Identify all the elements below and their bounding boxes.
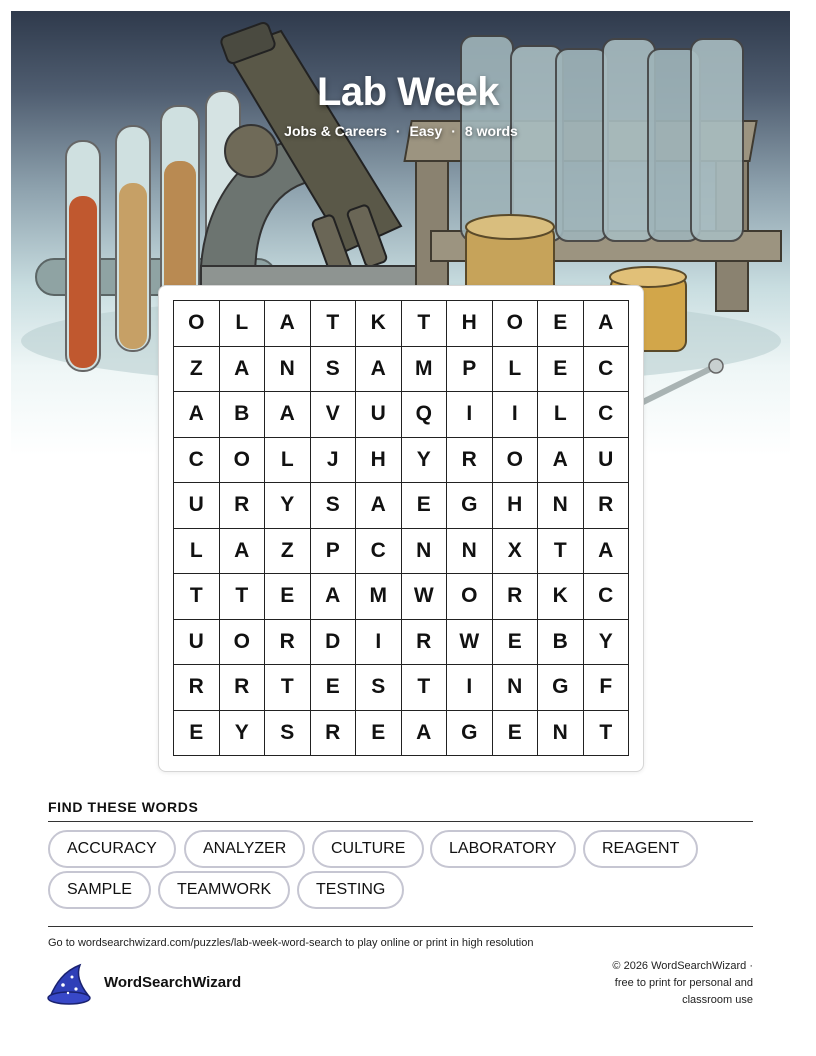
- grid-cell[interactable]: S: [356, 665, 402, 711]
- grid-cell[interactable]: A: [584, 301, 630, 347]
- grid-cell[interactable]: R: [220, 483, 266, 529]
- puzzle-card: [158, 285, 644, 772]
- page-title: Lab Week: [317, 70, 499, 114]
- grid-cell[interactable]: E: [493, 620, 539, 666]
- grid-cell[interactable]: T: [311, 301, 357, 347]
- grid-cell[interactable]: C: [174, 438, 220, 484]
- grid-cell[interactable]: S: [311, 483, 357, 529]
- grid-cell[interactable]: E: [265, 574, 311, 620]
- grid-cell[interactable]: O: [174, 301, 220, 347]
- grid-cell[interactable]: I: [447, 665, 493, 711]
- grid-cell[interactable]: O: [220, 438, 266, 484]
- grid-cell[interactable]: U: [584, 438, 630, 484]
- grid-cell[interactable]: Y: [584, 620, 630, 666]
- grid-cell[interactable]: E: [493, 711, 539, 757]
- grid-cell[interactable]: H: [356, 438, 402, 484]
- grid-cell[interactable]: Y: [402, 438, 448, 484]
- grid-cell[interactable]: T: [402, 665, 448, 711]
- grid-cell[interactable]: S: [265, 711, 311, 757]
- grid-cell[interactable]: L: [220, 301, 266, 347]
- grid-cell[interactable]: A: [538, 438, 584, 484]
- grid-cell[interactable]: T: [402, 301, 448, 347]
- grid-cell[interactable]: T: [538, 529, 584, 575]
- grid-cell[interactable]: A: [356, 347, 402, 393]
- grid-cell[interactable]: E: [538, 347, 584, 393]
- copyright-line: © 2026 WordSearchWizard ·: [612, 960, 753, 972]
- word-chip: TEAMWORK: [158, 871, 290, 909]
- grid-cell[interactable]: T: [584, 711, 630, 757]
- grid-cell[interactable]: W: [402, 574, 448, 620]
- grid-cell[interactable]: U: [356, 392, 402, 438]
- grid-cell[interactable]: G: [447, 711, 493, 757]
- grid-cell[interactable]: E: [538, 301, 584, 347]
- puzzle-meta: [0, 123, 802, 139]
- grid-cell[interactable]: A: [174, 392, 220, 438]
- word-chip: ANALYZER: [184, 830, 305, 868]
- grid-cell[interactable]: I: [493, 392, 539, 438]
- grid-cell[interactable]: Y: [220, 711, 266, 757]
- grid-cell[interactable]: E: [402, 483, 448, 529]
- grid-cell[interactable]: E: [174, 711, 220, 757]
- divider: [48, 821, 753, 822]
- grid-cell[interactable]: L: [538, 392, 584, 438]
- category-label: Jobs & Careers: [284, 123, 387, 139]
- grid-cell[interactable]: O: [220, 620, 266, 666]
- grid-cell[interactable]: B: [220, 392, 266, 438]
- grid-cell[interactable]: N: [402, 529, 448, 575]
- grid-cell[interactable]: E: [356, 711, 402, 757]
- grid-cell[interactable]: E: [311, 665, 357, 711]
- grid-cell[interactable]: C: [584, 574, 630, 620]
- grid-cell[interactable]: R: [311, 711, 357, 757]
- grid-cell[interactable]: O: [493, 438, 539, 484]
- grid-cell[interactable]: U: [174, 620, 220, 666]
- word-chip: SAMPLE: [48, 871, 151, 909]
- grid-cell[interactable]: C: [584, 347, 630, 393]
- grid-cell[interactable]: O: [493, 301, 539, 347]
- grid-cell[interactable]: Z: [174, 347, 220, 393]
- word-list-heading: FIND THESE WORDS: [48, 799, 199, 815]
- word-chip: LABORATORY: [430, 830, 576, 868]
- grid-cell[interactable]: L: [265, 438, 311, 484]
- word-chip: ACCURACY: [48, 830, 176, 868]
- grid-cell[interactable]: F: [584, 665, 630, 711]
- grid-cell[interactable]: L: [174, 529, 220, 575]
- letter-grid: [173, 300, 629, 756]
- copyright-line: free to print for personal and: [614, 977, 753, 989]
- grid-cell[interactable]: R: [584, 483, 630, 529]
- grid-cell[interactable]: A: [402, 711, 448, 757]
- grid-cell[interactable]: D: [311, 620, 357, 666]
- grid-cell[interactable]: B: [538, 620, 584, 666]
- grid-cell[interactable]: C: [584, 392, 630, 438]
- grid-cell[interactable]: S: [311, 347, 357, 393]
- word-chip: REAGENT: [583, 830, 698, 868]
- word-count-label: 8 words: [464, 123, 518, 139]
- grid-cell[interactable]: I: [356, 620, 402, 666]
- grid-cell[interactable]: N: [538, 711, 584, 757]
- grid-cell[interactable]: P: [447, 347, 493, 393]
- grid-cell[interactable]: A: [265, 301, 311, 347]
- grid-cell[interactable]: R: [493, 574, 539, 620]
- grid-cell[interactable]: R: [447, 438, 493, 484]
- grid-cell[interactable]: Z: [265, 529, 311, 575]
- grid-cell[interactable]: A: [311, 574, 357, 620]
- grid-cell[interactable]: K: [356, 301, 402, 347]
- grid-cell[interactable]: A: [220, 529, 266, 575]
- grid-cell[interactable]: C: [356, 529, 402, 575]
- divider: [48, 926, 753, 927]
- grid-cell[interactable]: R: [265, 620, 311, 666]
- difficulty-label: Easy: [409, 123, 443, 139]
- grid-cell[interactable]: T: [265, 665, 311, 711]
- grid-cell[interactable]: R: [220, 665, 266, 711]
- grid-cell[interactable]: M: [356, 574, 402, 620]
- grid-cell[interactable]: G: [538, 665, 584, 711]
- grid-cell[interactable]: O: [447, 574, 493, 620]
- grid-cell[interactable]: R: [174, 665, 220, 711]
- grid-cell[interactable]: X: [493, 529, 539, 575]
- grid-cell[interactable]: N: [265, 347, 311, 393]
- word-chip: CULTURE: [312, 830, 424, 868]
- grid-cell[interactable]: Q: [402, 392, 448, 438]
- meta-separator: ·: [451, 123, 456, 139]
- grid-cell[interactable]: K: [538, 574, 584, 620]
- grid-cell[interactable]: J: [311, 438, 357, 484]
- grid-cell[interactable]: T: [174, 574, 220, 620]
- copyright-line: classroom use: [682, 994, 753, 1006]
- grid-cell[interactable]: P: [311, 529, 357, 575]
- grid-cell[interactable]: W: [447, 620, 493, 666]
- grid-cell[interactable]: N: [447, 529, 493, 575]
- grid-cell[interactable]: A: [584, 529, 630, 575]
- grid-cell[interactable]: H: [447, 301, 493, 347]
- grid-cell[interactable]: I: [447, 392, 493, 438]
- brand-name: WordSearchWizard: [104, 974, 242, 991]
- grid-cell[interactable]: R: [402, 620, 448, 666]
- grid-cell[interactable]: N: [538, 483, 584, 529]
- copyright-note: [553, 958, 753, 1009]
- word-chip: TESTING: [297, 871, 404, 909]
- play-online-note: Go to wordsearchwizard.com/puzzles/lab-week-word-search to play online or print in high resolution: [48, 937, 534, 949]
- grid-cell[interactable]: M: [402, 347, 448, 393]
- grid-cell[interactable]: Y: [265, 483, 311, 529]
- grid-cell[interactable]: N: [493, 665, 539, 711]
- grid-cell[interactable]: A: [265, 392, 311, 438]
- grid-cell[interactable]: V: [311, 392, 357, 438]
- grid-cell[interactable]: L: [493, 347, 539, 393]
- grid-cell[interactable]: A: [356, 483, 402, 529]
- grid-cell[interactable]: U: [174, 483, 220, 529]
- wizard-hat-icon: [46, 963, 92, 1010]
- grid-cell[interactable]: A: [220, 347, 266, 393]
- grid-cell[interactable]: T: [220, 574, 266, 620]
- grid-cell[interactable]: G: [447, 483, 493, 529]
- grid-cell[interactable]: H: [493, 483, 539, 529]
- meta-separator: ·: [395, 123, 401, 139]
